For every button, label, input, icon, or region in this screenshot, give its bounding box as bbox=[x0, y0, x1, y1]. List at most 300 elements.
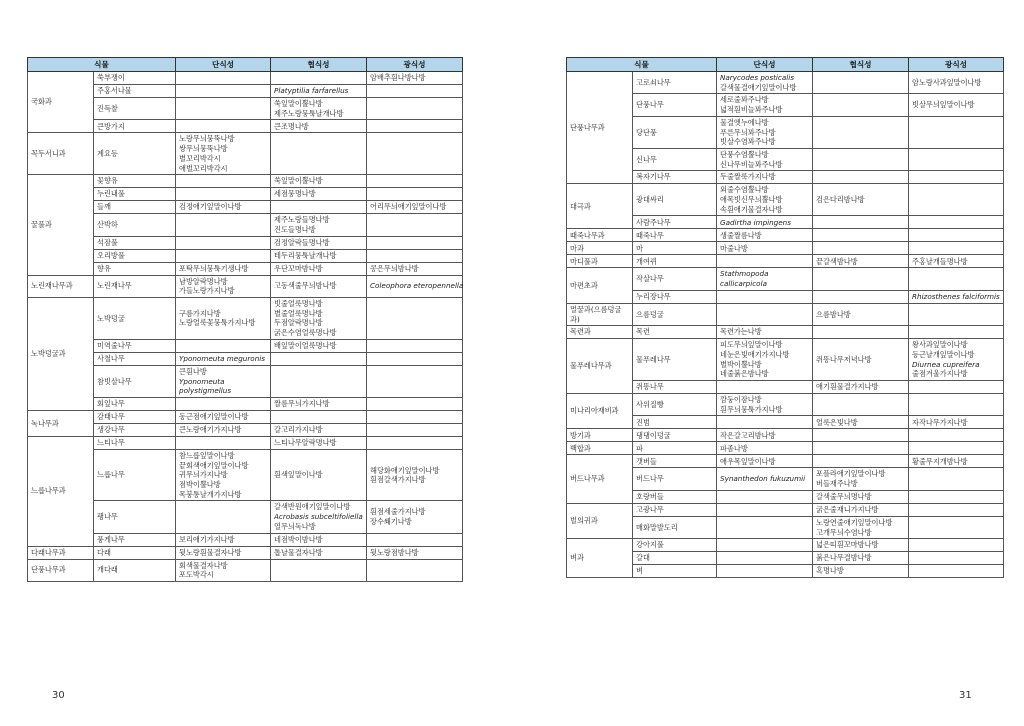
table-row bbox=[567, 539, 1004, 552]
moth-name: 콩은무늬밤나방 bbox=[370, 263, 419, 273]
moth-name: 목련가는나방 bbox=[720, 327, 762, 337]
oligo-cell bbox=[271, 501, 367, 533]
moth-name: 큰조명나방 bbox=[274, 121, 309, 131]
plant-cell: 석잠풀 bbox=[94, 236, 176, 249]
oligo-cell bbox=[271, 423, 367, 436]
moth-name: 푸른무늬꽈주나방 bbox=[720, 127, 776, 137]
family-cell: 멀꿀과(으름덩굴과) bbox=[567, 303, 633, 325]
mono-cell bbox=[717, 552, 813, 565]
poly-cell bbox=[367, 98, 463, 120]
mono-cell bbox=[176, 120, 271, 133]
family-cell: 때죽나무과 bbox=[567, 229, 633, 242]
poly-cell bbox=[909, 171, 1004, 184]
moth-name: Yponomeuta bbox=[179, 376, 225, 386]
poly-cell bbox=[909, 455, 1004, 468]
page-number: 30 bbox=[52, 690, 65, 701]
plant-cell: 버드나무 bbox=[633, 468, 717, 490]
mono-cell bbox=[176, 533, 271, 546]
plant-cell: 당단풍 bbox=[633, 116, 717, 148]
moth-name: 점박이뿔나방 bbox=[179, 480, 221, 490]
plant-cell: 때죽나무 bbox=[633, 229, 717, 242]
oligo-cell bbox=[271, 214, 367, 236]
poly-cell bbox=[909, 490, 1004, 503]
moth-name: 노랑무늬뭉뚝나방 bbox=[179, 134, 235, 144]
moth-name: Synanthedon fukuzumii bbox=[720, 474, 806, 484]
poly-cell bbox=[367, 449, 463, 501]
moth-name: 네줄붉은밤나방 bbox=[720, 369, 769, 379]
table-row bbox=[28, 275, 463, 297]
mono-cell bbox=[176, 72, 271, 85]
oligo-cell bbox=[813, 565, 909, 578]
table-row bbox=[567, 94, 1004, 116]
plant-cell: 진범 bbox=[633, 416, 717, 429]
moth-name: polystigmellus bbox=[179, 386, 232, 396]
oligo-cell bbox=[271, 236, 367, 249]
moth-name: 진도들명나방 bbox=[274, 224, 316, 234]
moth-name: 자작나무가지나방 bbox=[912, 417, 968, 427]
header-plant: 식물 bbox=[567, 58, 717, 72]
moth-name: 혹명나방 bbox=[816, 566, 844, 576]
mono-cell bbox=[717, 242, 813, 255]
moth-name: 애우목잎말이나방 bbox=[720, 456, 776, 466]
poly-cell bbox=[909, 290, 1004, 303]
table-row bbox=[28, 298, 463, 340]
moth-name: 갈고리가지나방 bbox=[274, 425, 323, 435]
plant-cell: 느티나무 bbox=[94, 436, 176, 449]
poly-cell bbox=[909, 429, 1004, 442]
mono-cell bbox=[176, 436, 271, 449]
moth-name: Platyptilia farfarellus bbox=[274, 86, 349, 96]
mono-cell bbox=[717, 303, 813, 325]
oligo-cell bbox=[813, 503, 909, 516]
oligo-cell bbox=[271, 436, 367, 449]
family-cell: 노린재나무과 bbox=[28, 275, 94, 297]
poly-cell bbox=[367, 275, 463, 297]
oligo-cell bbox=[271, 188, 367, 201]
family-cell: 대극과 bbox=[567, 184, 633, 229]
moth-name: 네눈은빛애기가지나방 bbox=[720, 349, 790, 359]
moth-name: 빗살무늬잎말이나방 bbox=[912, 100, 975, 110]
moth-name: 흰무늬뭉툭가지나방 bbox=[720, 404, 783, 414]
plant-cell: 고광나무 bbox=[633, 503, 717, 516]
mono-cell bbox=[717, 490, 813, 503]
oligo-cell bbox=[271, 449, 367, 501]
table-row bbox=[567, 552, 1004, 565]
mono-cell bbox=[717, 339, 813, 381]
moth-name: 피도무늬잎말이나방 bbox=[720, 340, 783, 350]
moth-name: 우단꼬마밤나방 bbox=[274, 263, 323, 273]
moth-name: 으름밤나방 bbox=[816, 309, 851, 319]
poly-cell bbox=[367, 262, 463, 275]
poly-cell bbox=[367, 85, 463, 98]
table-row bbox=[567, 442, 1004, 455]
moth-name: 포도박각시 bbox=[179, 570, 214, 580]
moth-name: 느티나무알락명나방 bbox=[274, 438, 337, 448]
header-oligophagous: 협식성 bbox=[813, 58, 909, 72]
table-row bbox=[567, 455, 1004, 468]
oligo-cell bbox=[813, 539, 909, 552]
table-row bbox=[28, 423, 463, 436]
oligo-cell bbox=[271, 339, 367, 352]
poly-cell bbox=[367, 339, 463, 352]
poly-cell bbox=[909, 394, 1004, 416]
oligo-cell bbox=[813, 455, 909, 468]
oligo-cell bbox=[813, 94, 909, 116]
moth-name: 별박이뿔나방 bbox=[720, 359, 762, 369]
moth-name: 두점알락명나방 bbox=[274, 318, 323, 328]
family-cell: 단풍나무과 bbox=[28, 559, 94, 581]
plant-cell: 쑥부쟁이 bbox=[94, 72, 176, 85]
table-row bbox=[28, 214, 463, 236]
oligo-cell bbox=[813, 516, 909, 538]
mono-cell bbox=[717, 442, 813, 455]
table-row bbox=[567, 255, 1004, 268]
oligo-cell bbox=[813, 290, 909, 303]
plant-cell: 사위질빵 bbox=[633, 394, 717, 416]
family-cell: 다래나무과 bbox=[28, 546, 94, 559]
poly-cell bbox=[367, 559, 463, 581]
mono-cell bbox=[717, 229, 813, 242]
moth-name: 포탁무늬뭉툭기생나방 bbox=[179, 263, 249, 273]
oligo-cell bbox=[813, 490, 909, 503]
mono-cell bbox=[717, 455, 813, 468]
oligo-cell bbox=[271, 365, 367, 397]
table-row bbox=[567, 72, 1004, 94]
family-cell: 목련과 bbox=[567, 326, 633, 339]
moth-name: 붉은나무결밤나방 bbox=[816, 553, 872, 563]
family-cell: 벌의귀과 bbox=[567, 503, 633, 538]
table-header-row bbox=[567, 58, 1004, 72]
oligo-cell bbox=[271, 175, 367, 188]
poly-cell bbox=[367, 501, 463, 533]
poly-cell bbox=[367, 298, 463, 340]
plant-cell: 쥐똥나무 bbox=[633, 381, 717, 394]
table-row bbox=[28, 501, 463, 533]
moth-name: 갈색줄무늬명나방 bbox=[816, 492, 872, 502]
moth-name: 장수쐐기나방 bbox=[370, 517, 412, 527]
moth-name: 생줄짤름나방 bbox=[720, 230, 762, 240]
table-row bbox=[28, 262, 463, 275]
poly-cell bbox=[909, 72, 1004, 94]
table-row bbox=[567, 303, 1004, 325]
moth-name: Yponomeuta meguronis bbox=[179, 353, 265, 363]
family-cell: 국화과 bbox=[28, 72, 94, 133]
plant-cell: 매화말발도리 bbox=[633, 516, 717, 538]
plant-cell: 산박하 bbox=[94, 214, 176, 236]
oligo-cell bbox=[271, 201, 367, 214]
header-plant: 식물 bbox=[28, 58, 176, 72]
poly-cell bbox=[909, 516, 1004, 538]
family-cell: 버드나무과 bbox=[567, 455, 633, 503]
plant-cell: 큰방가지 bbox=[94, 120, 176, 133]
plant-cell: 누린내풀 bbox=[94, 188, 176, 201]
table-row bbox=[28, 436, 463, 449]
plant-cell: 진득찰 bbox=[94, 98, 176, 120]
moth-name: 남방알락명나방 bbox=[179, 276, 228, 286]
mono-cell bbox=[717, 394, 813, 416]
table-row bbox=[567, 394, 1004, 416]
plant-cell: 팽나무 bbox=[94, 501, 176, 533]
moth-name: 포플라애기잎말이나방 bbox=[816, 469, 886, 479]
poly-cell bbox=[367, 423, 463, 436]
mono-cell bbox=[717, 539, 813, 552]
moth-name: 흰색잎말이나방 bbox=[274, 470, 323, 480]
moth-name: 빗줄얼룩명나방 bbox=[274, 299, 323, 309]
plant-cell: 광대싸리 bbox=[633, 184, 717, 216]
moth-name: 버들재주나방 bbox=[816, 479, 858, 489]
table-row bbox=[28, 449, 463, 501]
plant-cell: 벼 bbox=[633, 565, 717, 578]
moth-name: 등근날개잎말이나방 bbox=[912, 349, 975, 359]
oligo-cell bbox=[271, 397, 367, 410]
plant-cell: 노박덩굴 bbox=[94, 298, 176, 340]
oligo-cell bbox=[271, 559, 367, 581]
poly-cell bbox=[367, 397, 463, 410]
poly-cell bbox=[367, 72, 463, 85]
moth-name: 파좀나방 bbox=[720, 443, 748, 453]
moth-name: 갈색물결애기잎말이나방 bbox=[720, 82, 797, 92]
table-header-row bbox=[28, 58, 463, 72]
table-row bbox=[567, 326, 1004, 339]
moth-name: 끝갈색밤나방 bbox=[816, 256, 858, 266]
moth-name: 세점뭉명나방 bbox=[274, 189, 316, 199]
oligo-cell bbox=[813, 416, 909, 429]
oligo-cell bbox=[271, 533, 367, 546]
plant-cell: 오리방풀 bbox=[94, 249, 176, 262]
plant-cell: 물푸레나무 bbox=[633, 339, 717, 381]
moth-name: 왕사과잎말이나방 bbox=[912, 340, 968, 350]
header-oligophagous: 협식성 bbox=[271, 58, 367, 72]
host-plant-table-right bbox=[566, 57, 1004, 578]
moth-name: 작은갈고리밤나방 bbox=[720, 430, 776, 440]
poly-cell bbox=[909, 216, 1004, 229]
mono-cell bbox=[176, 236, 271, 249]
oligo-cell bbox=[813, 268, 909, 290]
poly-cell bbox=[909, 184, 1004, 216]
plant-cell: 댕댕이덩굴 bbox=[633, 429, 717, 442]
mono-cell bbox=[717, 381, 813, 394]
mono-cell bbox=[176, 133, 271, 175]
moth-name: 흰점갈색가지나방 bbox=[370, 475, 426, 485]
mono-cell bbox=[717, 268, 813, 290]
plant-cell: 사람주나무 bbox=[633, 216, 717, 229]
plant-cell: 향유 bbox=[94, 262, 176, 275]
table-row bbox=[567, 229, 1004, 242]
table-row bbox=[567, 290, 1004, 303]
oligo-cell bbox=[813, 184, 909, 216]
oligo-cell bbox=[813, 552, 909, 565]
mono-cell bbox=[176, 201, 271, 214]
oligo-cell bbox=[813, 339, 909, 381]
moth-name: 애기흰물결가지나방 bbox=[816, 382, 879, 392]
table-row bbox=[567, 242, 1004, 255]
table-row bbox=[567, 339, 1004, 381]
mono-cell bbox=[176, 365, 271, 397]
page-number: 31 bbox=[959, 690, 972, 701]
poly-cell bbox=[909, 468, 1004, 490]
table-row bbox=[28, 249, 463, 262]
poly-cell bbox=[909, 381, 1004, 394]
header-polyphagous: 광식성 bbox=[367, 58, 463, 72]
mono-cell bbox=[717, 503, 813, 516]
family-cell: 꼭두서니과 bbox=[28, 133, 94, 175]
table-row bbox=[567, 116, 1004, 148]
poly-cell bbox=[367, 352, 463, 365]
moth-name: 외줄수염뿔나방 bbox=[720, 185, 769, 195]
poly-cell bbox=[367, 120, 463, 133]
moth-name: 얼룩은빛나방 bbox=[816, 417, 858, 427]
moth-name: 굵은수염얼룩명나방 bbox=[274, 328, 337, 338]
moth-name: 큰노랑애기가지나방 bbox=[179, 425, 242, 435]
family-cell: 노박덩굴과 bbox=[28, 298, 94, 411]
family-cell: 마편초과 bbox=[567, 268, 633, 303]
moth-name: 구름가지나방 bbox=[179, 308, 221, 318]
table-row bbox=[28, 188, 463, 201]
moth-name: 갈색반원애기잎말이나방 bbox=[274, 502, 351, 512]
moth-name: 귀무늬가지나방 bbox=[179, 470, 228, 480]
family-cell: 마디풀과 bbox=[567, 255, 633, 268]
mono-cell bbox=[717, 326, 813, 339]
table-row bbox=[28, 236, 463, 249]
mono-cell bbox=[176, 175, 271, 188]
family-cell: 벼과 bbox=[567, 539, 633, 578]
mono-cell bbox=[176, 98, 271, 120]
table-row bbox=[567, 490, 1004, 503]
poly-cell bbox=[909, 268, 1004, 290]
poly-cell bbox=[367, 201, 463, 214]
moth-name: 넓적흰비늘꽈주나방 bbox=[720, 105, 783, 115]
plant-cell: 노린재나무 bbox=[94, 275, 176, 297]
poly-cell bbox=[909, 242, 1004, 255]
oligo-cell bbox=[813, 255, 909, 268]
moth-name: 해당화애기잎말이나방 bbox=[370, 465, 440, 475]
family-cell: 방기과 bbox=[567, 429, 633, 442]
table-row bbox=[28, 365, 463, 397]
poly-cell bbox=[909, 116, 1004, 148]
plant-cell: 참빗살나무 bbox=[94, 365, 176, 397]
moth-name: 세로줄꽈주나방 bbox=[720, 95, 769, 105]
poly-cell bbox=[367, 410, 463, 423]
mono-cell bbox=[176, 298, 271, 340]
table-row bbox=[567, 184, 1004, 216]
oligo-cell bbox=[271, 352, 367, 365]
moth-name: 검정알락들명나방 bbox=[274, 237, 330, 247]
host-plant-table-left bbox=[27, 57, 463, 582]
right-page bbox=[512, 0, 1024, 726]
mono-cell bbox=[717, 516, 813, 538]
moth-name: 검은다리밤나방 bbox=[816, 195, 865, 205]
oligo-cell bbox=[813, 468, 909, 490]
header-polyphagous: 광식성 bbox=[909, 58, 1004, 72]
moth-name: 쑥잎말이뿔나방 bbox=[274, 176, 323, 186]
moth-name: 노랑연줄애기잎말이나방 bbox=[816, 517, 893, 527]
moth-name: 큰흰나방 bbox=[179, 366, 207, 376]
mono-cell bbox=[176, 501, 271, 533]
mono-cell bbox=[717, 290, 813, 303]
moth-name: 주홍날개들명나방 bbox=[912, 256, 968, 266]
moth-name: 보리애기가지나방 bbox=[179, 534, 235, 544]
table-body bbox=[567, 72, 1004, 578]
plant-cell: 풍게나무 bbox=[94, 533, 176, 546]
poly-cell bbox=[367, 188, 463, 201]
table-row bbox=[28, 175, 463, 188]
poly-cell bbox=[909, 255, 1004, 268]
plant-cell: 느릅나무 bbox=[94, 449, 176, 501]
mono-cell bbox=[176, 214, 271, 236]
moth-name: 깜둥이잠나방 bbox=[720, 395, 762, 405]
oligo-cell bbox=[271, 98, 367, 120]
poly-cell bbox=[367, 365, 463, 397]
poly-cell bbox=[909, 503, 1004, 516]
moth-name: 애벌꼬리박각시 bbox=[179, 163, 228, 173]
mono-cell bbox=[176, 410, 271, 423]
moth-name: 속흰애기물결자나방 bbox=[720, 204, 783, 214]
plant-cell: 감태나무 bbox=[94, 410, 176, 423]
family-cell: 꿀풀과 bbox=[28, 175, 94, 275]
plant-cell: 개여뀌 bbox=[633, 255, 717, 268]
moth-name: 단풍수염뿔나방 bbox=[720, 149, 769, 159]
oligo-cell bbox=[813, 242, 909, 255]
moth-name: 검정애기잎말이나방 bbox=[179, 202, 242, 212]
moth-name: 별줄얼룩명나방 bbox=[274, 308, 323, 318]
moth-name: 제주노랑들명나방 bbox=[274, 215, 330, 225]
oligo-cell bbox=[813, 303, 909, 325]
plant-cell: 으름덩굴 bbox=[633, 303, 717, 325]
mono-cell bbox=[176, 262, 271, 275]
plant-cell: 회잎나무 bbox=[94, 397, 176, 410]
moth-name: 네점박이밤나방 bbox=[274, 534, 323, 544]
moth-name: Rhizosthenes falciformis bbox=[912, 291, 1000, 301]
poly-cell bbox=[367, 546, 463, 559]
moth-name: 마줄나방 bbox=[720, 243, 748, 253]
moth-name: 참느릅잎말이나방 bbox=[179, 450, 235, 460]
moth-name: 고동색줄무늬밤나방 bbox=[274, 281, 337, 291]
mono-cell bbox=[717, 116, 813, 148]
plant-cell: 마 bbox=[633, 242, 717, 255]
moth-name: Gadirtha impingens bbox=[720, 217, 791, 227]
oligo-cell bbox=[271, 249, 367, 262]
plant-cell: 작살나무 bbox=[633, 268, 717, 290]
table-row bbox=[28, 72, 463, 85]
plant-cell: 사철나무 bbox=[94, 352, 176, 365]
plant-cell: 호랑버들 bbox=[633, 490, 717, 503]
oligo-cell bbox=[813, 429, 909, 442]
family-cell: 녹나무과 bbox=[28, 410, 94, 436]
oligo-cell bbox=[271, 410, 367, 423]
plant-cell: 누리장나무 bbox=[633, 290, 717, 303]
table-row bbox=[28, 533, 463, 546]
family-cell: 단풍나무과 bbox=[567, 72, 633, 184]
moth-name: 배잎말이얼룩명나방 bbox=[274, 340, 337, 350]
table-row bbox=[567, 516, 1004, 538]
moth-name: callicarpicola bbox=[720, 279, 767, 289]
oligo-cell bbox=[813, 216, 909, 229]
plant-cell: 신나무 bbox=[633, 148, 717, 170]
moth-name: 회색물결자나방 bbox=[179, 560, 228, 570]
oligo-cell bbox=[813, 116, 909, 148]
mono-cell bbox=[176, 449, 271, 501]
oligo-cell bbox=[813, 326, 909, 339]
table-row bbox=[28, 85, 463, 98]
plant-cell: 들깨 bbox=[94, 201, 176, 214]
mono-cell bbox=[717, 565, 813, 578]
moth-name: Diurnea cupreifera bbox=[912, 359, 980, 369]
table-row bbox=[28, 397, 463, 410]
moth-name: 뒷노랑흰물결자나방 bbox=[179, 547, 242, 557]
plant-cell: 목련 bbox=[633, 326, 717, 339]
poly-cell bbox=[367, 436, 463, 449]
mono-cell bbox=[717, 148, 813, 170]
